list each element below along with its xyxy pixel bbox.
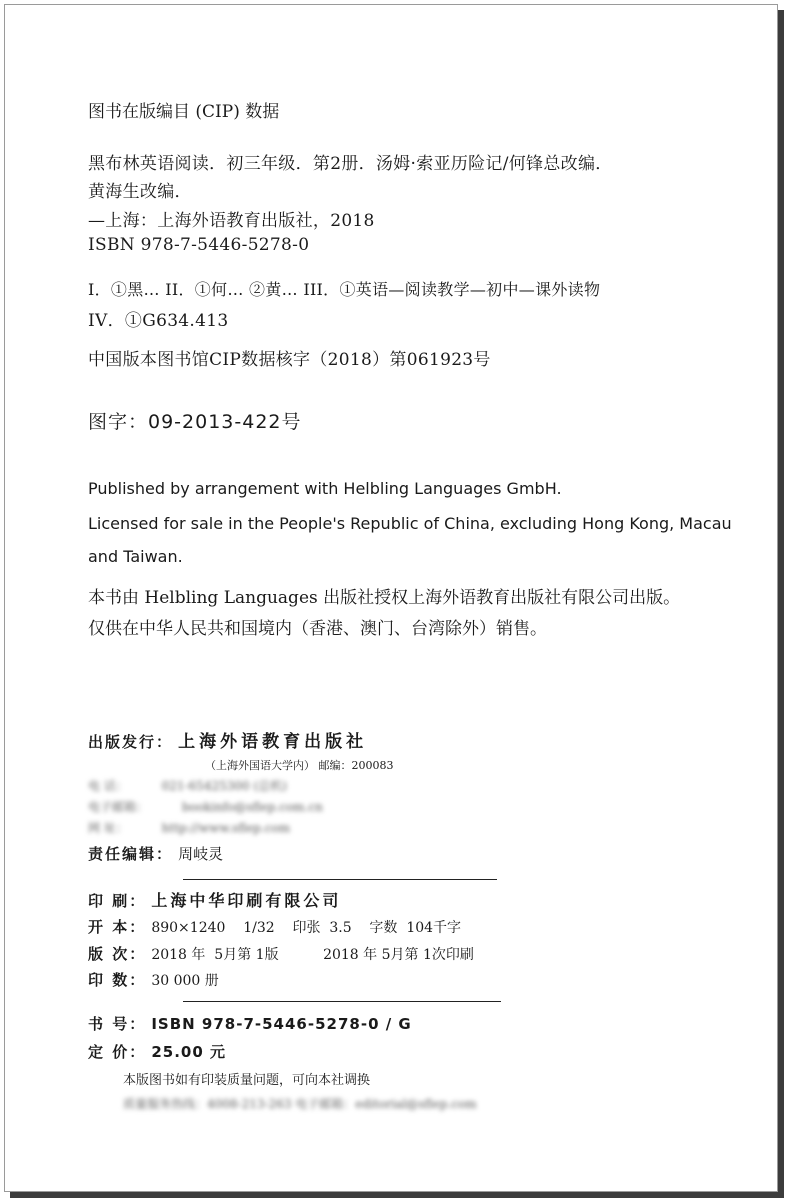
- book-number-value: ISBN 978-7-5446-5278-0 / G: [151, 1015, 412, 1033]
- cip-line-publisher: —上海：上海外语教育出版社，2018: [88, 211, 375, 231]
- editor-label: 责任编辑：: [88, 845, 174, 863]
- edition-row: [88, 943, 474, 964]
- quality-note: 本版图书如有印装质量问题，可向本社调换: [123, 1073, 371, 1088]
- cip-line-title: 黑布林英语阅读．初三年级．第2册．汤姆·索亚历险记/何锋总改编．: [88, 154, 613, 174]
- publisher-label: 出版发行：: [88, 733, 174, 751]
- english-notice-line: Published by arrangement with Helbling Languages GmbH.: [88, 479, 562, 498]
- publisher-row: [88, 727, 367, 752]
- print-count-value: 30 000 册: [151, 973, 219, 989]
- edition-label: 版 次：: [88, 945, 147, 963]
- english-notice-line: and Taiwan.: [88, 547, 183, 566]
- blurred-service-contact: 质量服务热线：4008-213-263 电子邮箱：editorial@sflep.com: [123, 1097, 477, 1111]
- publisher-address: （上海外国语大学内） 邮编：200083: [205, 759, 394, 772]
- blurred-contact-row: 网 址： http://www.sflep.com: [88, 821, 291, 835]
- printer-name: 上海中华印刷有限公司: [151, 891, 342, 910]
- cip-classification-number: IV．①G634.413: [88, 311, 229, 331]
- print-count-row: [88, 969, 219, 990]
- copyright-registration-number: 图字：09-2013-422号: [88, 411, 302, 433]
- format-value: 890×1240 1/32 印张 3.5 字数 104千字: [151, 920, 462, 936]
- chinese-notice-line: 仅供在中华人民共和国境内（香港、澳门、台湾除外）销售。: [88, 619, 547, 639]
- copyright-page: [4, 4, 778, 1192]
- format-row: [88, 916, 461, 937]
- cip-title: 图书在版编目 (CIP) 数据: [88, 102, 280, 122]
- cip-line-adapter: 黄海生改编．: [88, 182, 192, 202]
- cip-classification: I．①黑… II．①何… ②黄… III．①英语—阅读教学—初中—课外读物: [88, 280, 601, 299]
- book-number-row: [88, 1013, 412, 1034]
- blurred-contact-row: 电子邮箱： bookinfo@sflep.com.cn: [88, 800, 323, 814]
- divider-rule: [183, 879, 497, 880]
- chinese-notice-line: 本书由 Helbling Languages 出版社授权上海外语教育出版社有限公司出版。: [88, 588, 681, 608]
- price-value: 25.00 元: [151, 1043, 226, 1061]
- price-row: [88, 1041, 226, 1062]
- editor-row: [88, 843, 223, 864]
- cip-isbn: ISBN 978-7-5446-5278-0: [88, 235, 310, 255]
- cip-verification-number: 中国版本图书馆CIP数据核字（2018）第061923号: [88, 350, 491, 370]
- editor-name: 周岐灵: [178, 845, 224, 863]
- book-number-label: 书 号：: [88, 1015, 147, 1033]
- format-label: 开 本：: [88, 918, 147, 936]
- printer-label: 印 刷：: [88, 892, 147, 910]
- edition-value: 2018 年 5月第 1版 2018 年 5月第 1次印刷: [151, 947, 474, 963]
- divider-rule: [183, 1001, 501, 1002]
- printer-row: [88, 888, 341, 911]
- print-count-label: 印 数：: [88, 971, 147, 989]
- english-notice-line: Licensed for sale in the People's Republic of China, excluding Hong Kong, Macau: [88, 514, 732, 533]
- publisher-name: 上海外语教育出版社: [178, 732, 368, 752]
- blurred-contact-row: 电 话： 021-65425300 (总机): [88, 779, 287, 793]
- price-label: 定 价：: [88, 1043, 147, 1061]
